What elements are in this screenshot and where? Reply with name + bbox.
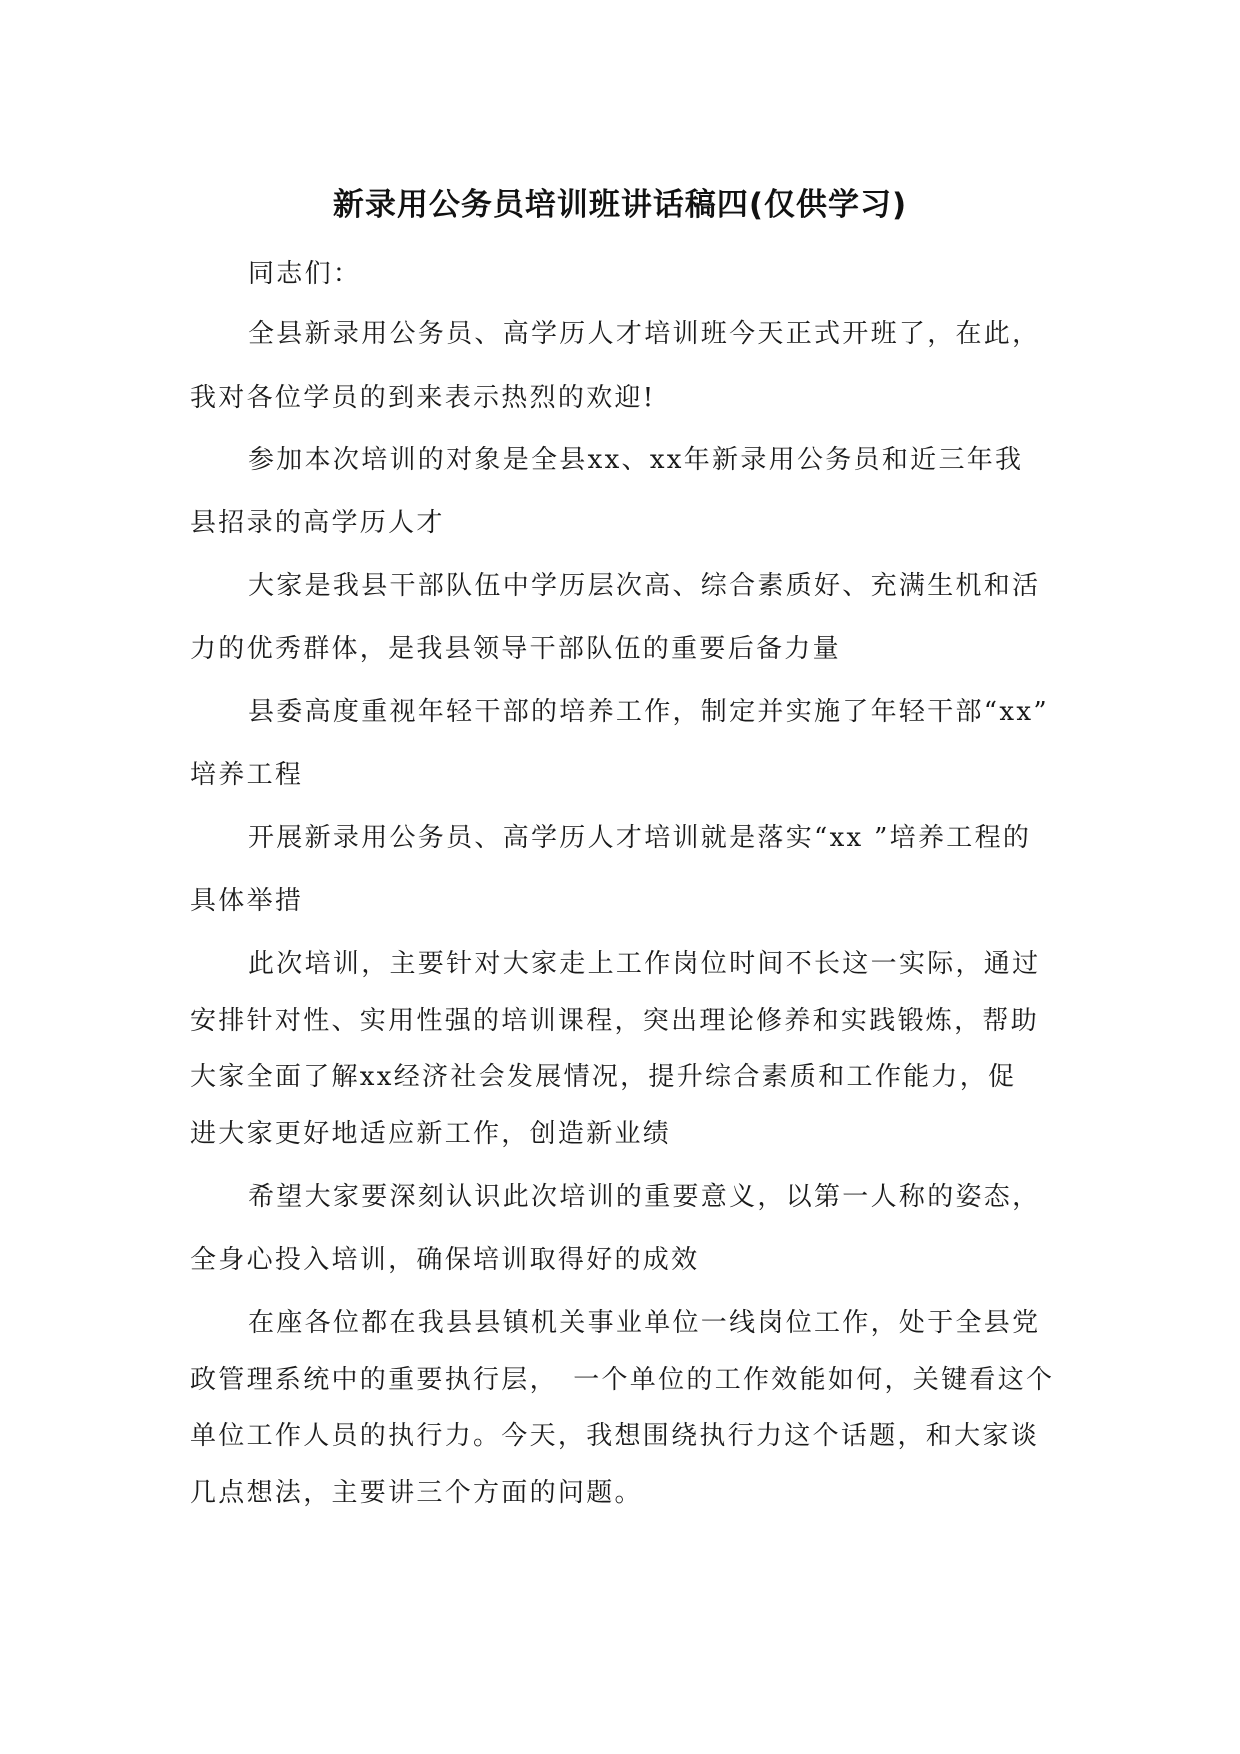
paragraph-line: 培养工程 — [190, 760, 304, 790]
salutation-line: 同志们： — [248, 259, 362, 289]
paragraph-line: 此次培训，主要针对大家走上工作岗位时间不长这一实际，通过 — [248, 949, 1041, 979]
paragraph-line: 县委高度重视年轻干部的培养工作，制定并实施了年轻干部“xx” — [248, 697, 1049, 727]
paragraph-line: 大家全面了解xx经济社会发展情况，提升综合素质和工作能力，促 — [190, 1062, 1017, 1092]
paragraph-line: 开展新录用公务员、高学历人才培训就是落实“xx ”培养工程的 — [248, 823, 1032, 853]
paragraph-line: 在座各位都在我县县镇机关事业单位一线岗位工作，处于全县党 — [248, 1308, 1041, 1338]
document-title: 新录用公务员培训班讲话稿四(仅供学习) — [332, 187, 908, 223]
paragraph-line: 全身心投入培训，确保培训取得好的成效 — [190, 1245, 700, 1275]
paragraph-line: 几点想法，主要讲三个方面的问题。 — [190, 1478, 643, 1508]
paragraph-line: 全县新录用公务员、高学历人才培训班今天正式开班了，在此， — [248, 319, 1041, 349]
paragraph-line: 大家是我县干部队伍中学历层次高、综合素质好、充满生机和活 — [248, 571, 1041, 601]
paragraph-line: 我对各位学员的到来表示热烈的欢迎! — [190, 383, 656, 413]
paragraph-line: 政管理系统中的重要执行层， 一个单位的工作效能如何，关键看这个 — [190, 1365, 1055, 1395]
paragraph-line: 希望大家要深刻认识此次培训的重要意义，以第一人称的姿态， — [248, 1182, 1041, 1212]
paragraph-line: 参加本次培训的对象是全县xx、xx年新录用公务员和近三年我 — [248, 445, 1024, 475]
paragraph-line: 力的优秀群体，是我县领导干部队伍的重要后备力量 — [190, 634, 841, 664]
paragraph-line: 进大家更好地适应新工作，创造新业绩 — [190, 1119, 672, 1149]
paragraph-line: 单位工作人员的执行力。今天，我想围绕执行力这个话题，和大家谈 — [190, 1421, 1040, 1451]
paragraph-line: 安排针对性、实用性强的培训课程，突出理论修养和实践锻炼，帮助 — [190, 1006, 1040, 1036]
paragraph-line: 县招录的高学历人才 — [190, 508, 445, 538]
paragraph-line: 具体举措 — [190, 886, 304, 916]
